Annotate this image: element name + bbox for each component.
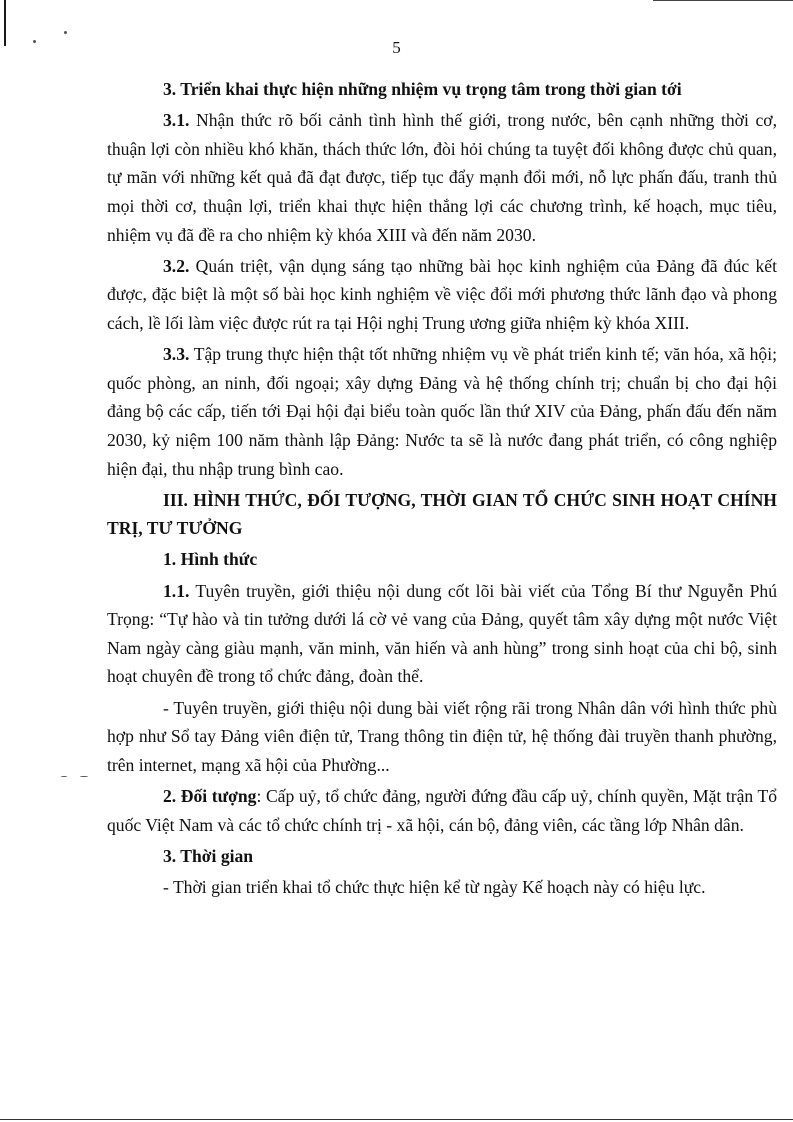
- scan-speck: [61, 776, 67, 777]
- subsection-heading-form: 1. Hình thức: [163, 549, 258, 570]
- document-body: [107, 75, 777, 904]
- paragraph-text: Tập trung thực hiện thật tốt những nhiệm vụ về phát triển kinh tế; văn hóa, xã hội; quốc phòng, an ninh, đối ngoại; xây dựng Đảng và hệ thống chính trị; chuẩn bị cho đại hội đảng bộ các cấp, tiến tới Đại hội đại biểu toàn quốc lần thứ XIV của Đảng, phấn đấu đến năm 2030, kỷ niệm 100 năm thành lập Đảng: Nước ta sẽ là nước đang phát triển, có công nghiệp hiện đại, thu nhập trung bình cao.: [107, 344, 777, 479]
- scan-speck: [64, 31, 67, 34]
- scan-edge-bottom: [0, 1119, 793, 1120]
- paragraph-text: Nhận thức rõ bối cảnh tình hình thế giới, trong nước, bên cạnh những thời cơ, thuận lợi còn nhiều khó khăn, thách thức lớn, đòi hỏi chúng ta tuyệt đối không được chủ quan, tự mãn với những kết quả đã đạt được, tiếp tục đẩy mạnh đổi mới, nỗ lực phấn đấu, tranh thủ mọi thời cơ, thuận lợi, triển khai thực hiện thắng lợi các chương trình, kế hoạch, mục tiêu, nhiệm vụ đã đề ra cho nhiệm kỳ khóa XIII và đến năm 2030.: [107, 110, 777, 245]
- paragraph-number: 3.3.: [163, 344, 190, 365]
- paragraph-3-3: [107, 340, 777, 483]
- paragraph-number: 3.2.: [163, 255, 190, 276]
- subsection-label-subjects: 2. Đối tượng: [163, 786, 257, 806]
- paragraph-3-1: [107, 106, 777, 249]
- paragraph-1-1: [107, 577, 777, 691]
- scan-speck: [80, 776, 88, 777]
- paragraph-number: 1.1.: [163, 580, 190, 601]
- paragraph-3-2: [107, 252, 777, 338]
- section-heading: 3. Triển khai thực hiện những nhiệm vụ trọng tâm trong thời gian tới: [163, 79, 682, 99]
- paragraph-dash-propaganda: - Tuyên truyền, giới thiệu nội dung bài viết rộng rãi trong Nhân dân với hình thức phù hợp như Sổ tay Đảng viên điện tử, Trang thông tin điện tử, hệ thống đài truyền thanh phường, trên internet, mạng xã hội của Phường...: [107, 697, 777, 775]
- paragraph-text: Quán triệt, vận dụng sáng tạo những bài học kinh nghiệm của Đảng đã đúc kết được, đặc biệt là một số bài học kinh nghiệm về việc đổi mới phương thức lãnh đạo và phong cách, lề lối làm việc được rút ra tại Hội nghị Trung ương giữa nhiệm kỳ khóa XIII.: [107, 255, 777, 333]
- paragraph-subjects: [107, 782, 777, 839]
- subsection-heading-time: 3. Thời gian: [163, 845, 254, 866]
- paragraph-text: Tuyên truyền, giới thiệu nội dung cốt lõi bài viết của Tổng Bí thư Nguyễn Phú Trọng: “Tự hào và tin tưởng dưới lá cờ vẻ vang của Đảng, quyết tâm xây dựng một nước Việt Nam ngày càng giàu mạnh, văn minh, văn hiến và anh hùng” trong sinh hoạt của chi bộ, sinh hoạt chuyên đề trong tổ chức đảng, đoàn thể.: [107, 580, 777, 687]
- page-number: 5: [392, 38, 401, 57]
- scan-edge-top: [653, 0, 793, 1]
- part-heading: III. HÌNH THỨC, ĐỐI TƯỢNG, THỜI GIAN TỔ CHỨC SINH HOẠT CHÍNH TRỊ, TƯ TƯỞNG: [107, 489, 777, 539]
- paragraph-time: - Thời gian triển khai tổ chức thực hiện kể từ ngày Kế hoạch này có hiệu lực.: [163, 876, 706, 897]
- paragraph-text: : Cấp uỷ, tổ chức đảng, người đứng đầu cấp uỷ, chính quyền, Mặt trận Tổ quốc Việt Nam và các tổ chức chính trị - xã hội, cán bộ, đảng viên, các tầng lớp Nhân dân.: [107, 786, 778, 835]
- paragraph-number: 3.1.: [163, 110, 190, 131]
